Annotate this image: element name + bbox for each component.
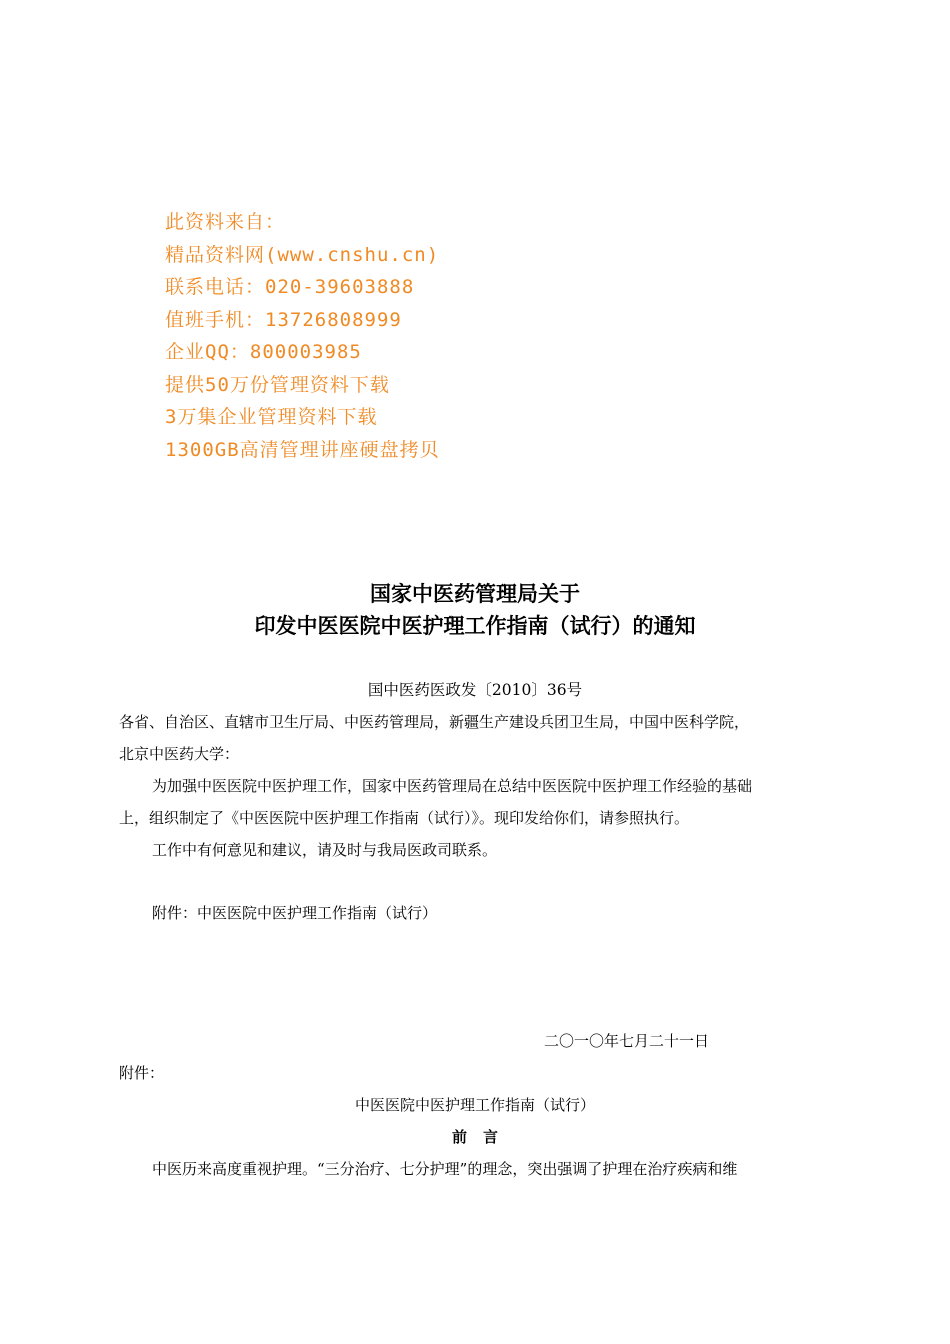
document-number: 国中医药医政发〔2010〕36号	[367, 681, 583, 699]
attachment-label: 附件：	[119, 1064, 165, 1082]
ad-line-source: 此资料来自：	[165, 211, 286, 233]
ad-line-mobile: 值班手机：13726808999	[165, 308, 402, 331]
ad-line-phone: 联系电话：020-39603888	[165, 276, 415, 298]
ad-line-qq: 企业QQ：800003985	[165, 341, 362, 363]
attachment-title: 中医医院中医护理工作指南（试行）	[354, 1096, 595, 1114]
ad-line-website: 精品资料网(www.cnshu.cn)	[165, 243, 440, 266]
recipients-line-2: 北京中医药大学：	[119, 745, 240, 763]
source-ad-block	[165, 206, 725, 466]
attachment-reference: 附件：中医医院中医护理工作指南（试行）	[152, 904, 438, 922]
ad-line-offer-3: 1300GB高清管理讲座硬盘拷贝	[165, 438, 440, 461]
preface-line-1: 中医历来高度重视护理。“三分治疗、七分护理”的理念，突出强调了护理在治疗疾病和维	[152, 1160, 738, 1178]
body-paragraph-1-line-2: 上，组织制定了《中医医院中医护理工作指南（试行）》。现印发给你们，请参照执行。	[119, 809, 690, 827]
preface-heading: 前言	[451, 1128, 514, 1146]
body-paragraph-2: 工作中有何意见和建议，请及时与我局医政司联系。	[152, 841, 498, 859]
body-paragraph-1-line-1: 为加强中医医院中医护理工作，国家中医药管理局在总结中医医院中医护理工作经验的基础	[152, 777, 753, 795]
recipients-line-1: 各省、自治区、直辖市卫生厅局、中医药管理局，新疆生产建设兵团卫生局，中国中医科学院，	[119, 713, 750, 731]
issue-date: 二〇一〇年七月二十一日	[544, 1032, 710, 1050]
ad-line-offer-1: 提供50万份管理资料下载	[165, 373, 390, 396]
ad-line-offer-2: 3万集企业管理资料下载	[165, 406, 378, 428]
notice-title-line-2: 印发中医医院中医护理工作指南（试行）的通知	[254, 614, 696, 638]
notice-title-line-1: 国家中医药管理局关于	[370, 582, 580, 606]
preface-heading-wrap	[0, 1126, 950, 1147]
